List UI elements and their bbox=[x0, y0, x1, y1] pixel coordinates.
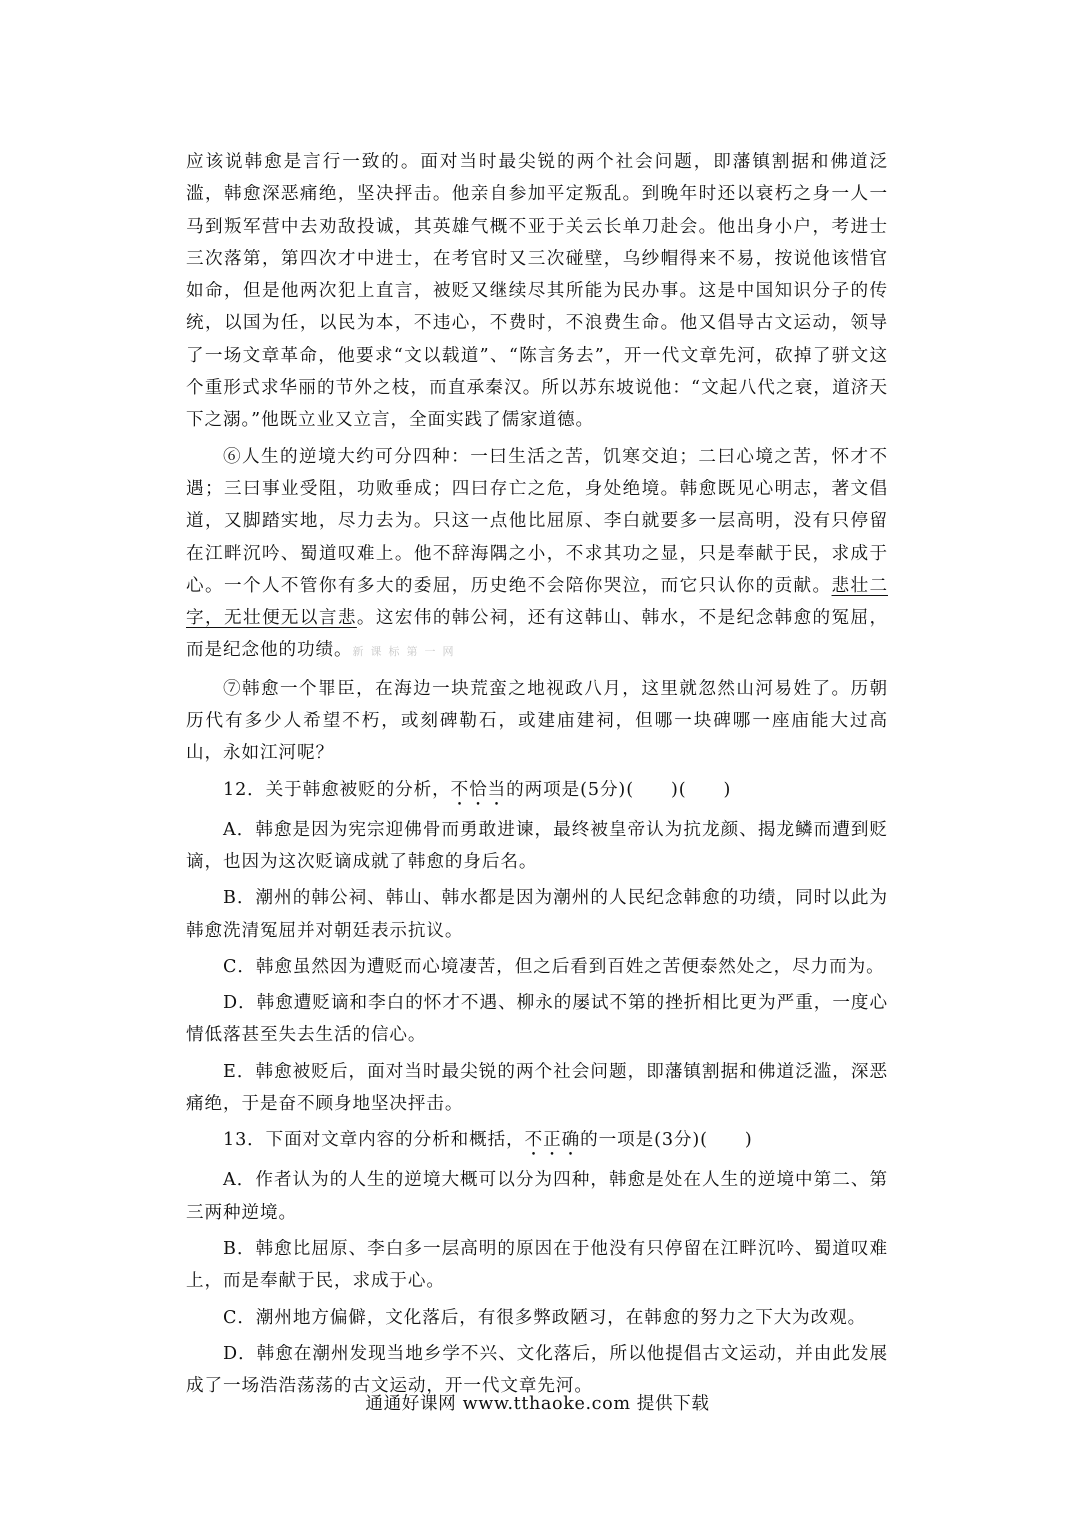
question-12-stem-end: 的两项是(5分)( )( ) bbox=[506, 779, 732, 800]
underlined-sentence: 悲壮二字，无壮便无以言悲 bbox=[186, 575, 888, 629]
paragraph-6-text: ⑥人生的逆境大约可分四种：一曰生活之苦，饥寒交迫；二曰心境之苦，怀才不遇；三曰事业受阻，功败垂成；四曰存亡之危，身处绝境。韩愈既见心明志，著文倡道，又脚踏实地，尽力去为。只这一点他比屈原、李白就要多一层高明，没有只停留在江畔沉吟、蜀道叹难上。他不辞海隅之小，不求其功之显，只是奉献于民，求成于心。一个人不管你有多大的委屈，历史绝不会陪你哭泣，而它只认你的贡献。 bbox=[186, 446, 888, 596]
paragraph-6-tail: 。这宏伟的韩公祠，还有这韩山、韩水，不是纪念韩愈的冤屈，而是纪念他的功绩。 bbox=[186, 608, 888, 661]
question-12-option-a: A．韩愈是因为宪宗迎佛骨而勇敢进谏，最终被皇帝认为抗龙颜、揭龙鳞而遭到贬谪，也因为这次贬谪成就了韩愈的身后名。 bbox=[186, 819, 888, 872]
paragraph-7: ⑦韩愈一个罪臣，在海边一块荒蛮之地视政八月，这里就忽然山河易姓了。历朝历代有多少人希望不朽，或刻碑勒石，或建庙建祠，但哪一块碑哪一座庙能大过高山，永如江河呢？ bbox=[186, 678, 888, 764]
question-13-option-a: A．作者认为的人生的逆境大概可以分为四种，韩愈是处在人生的逆境中第二、第三两种逆境。 bbox=[186, 1170, 888, 1223]
question-13-stem-text: 13．下面对文章内容的分析和概括， bbox=[223, 1130, 525, 1151]
paragraph-6 bbox=[186, 441, 888, 669]
question-13-option-b: B．韩愈比屈原、李白多一层高明的原因在于他没有只停留在江畔沉吟、蜀道叹难上，而是奉献于民，求成于心。 bbox=[186, 1238, 888, 1292]
question-13-stem bbox=[186, 1124, 888, 1160]
question-12-stem bbox=[186, 774, 888, 810]
question-12-option-d: D．韩愈遭贬谪和李白的怀才不遇、柳永的屡试不第的挫折相比更为严重，一度心情低落甚至失去生活的信心。 bbox=[186, 993, 888, 1046]
question-13-stem-end: 的一项是(3分)( ) bbox=[580, 1130, 753, 1151]
question-12-stem-text: 12．关于韩愈被贬的分析， bbox=[223, 779, 451, 800]
emphasis-dotted-text: 不正确 bbox=[524, 1130, 581, 1151]
watermark: 新课标第一网 bbox=[352, 645, 461, 659]
question-12-option-c: C．韩愈虽然因为遭贬而心境凄苦，但之后看到百姓之苦便泰然处之，尽力而为。 bbox=[223, 956, 885, 977]
article-body bbox=[186, 146, 888, 1402]
question-12-option-e: E．韩愈被贬后，面对当时最尖锐的两个社会问题，即藩镇割据和佛道泛滥，深恶痛绝，于是奋不顾身地坚决抨击。 bbox=[186, 1061, 888, 1115]
paragraph-5: 应该说韩愈是言行一致的。面对当时最尖锐的两个社会问题，即藩镇割据和佛道泛滥，韩愈深恶痛绝，坚决抨击。他亲自参加平定叛乱。到晚年时还以衰朽之身一人一马到叛军营中去劝敌投诚，其英雄气概不亚于关云长单刀赴会。他出身小户，考进士三次落第，第四次才中进士，在考官时又三次碰壁，乌纱帽得来不易，按说他该惜官如命，但是他两次犯上直言，被贬又继续尽其所能为民办事。这是中国知识分子的传统，以国为任，以民为本，不违心，不费时，不浪费生命。他又倡导古文运动，领导了一场文章革命，他要求“文以载道”、“陈言务去”，开一代文章先河，砍掉了骈文这个重形式求华丽的节外之枝，而直承秦汉。所以苏东坡说他：“文起八代之衰，道济天下之溺。”他既立业又立言，全面实践了儒家道德。 bbox=[186, 152, 888, 431]
page-footer: 通通好课网 www.tthaoke.com 提供下载 bbox=[365, 1394, 710, 1414]
question-13-option-c: C．潮州地方偏僻，文化落后，有很多弊政陋习，在韩愈的努力之下大为改观。 bbox=[223, 1307, 867, 1328]
question-12-option-b: B．潮州的韩公祠、韩山、韩水都是因为潮州的人民纪念韩愈的功绩，同时以此为韩愈洗清冤屈并对朝廷表示抗议。 bbox=[186, 888, 888, 941]
question-13-option-d: D．韩愈在潮州发现当地乡学不兴、文化落后，所以他提倡古文运动，并由此发展成了一场浩浩荡荡的古文运动，开一代文章先河。 bbox=[186, 1343, 888, 1397]
emphasis-dotted-text: 不恰当 bbox=[450, 779, 507, 800]
